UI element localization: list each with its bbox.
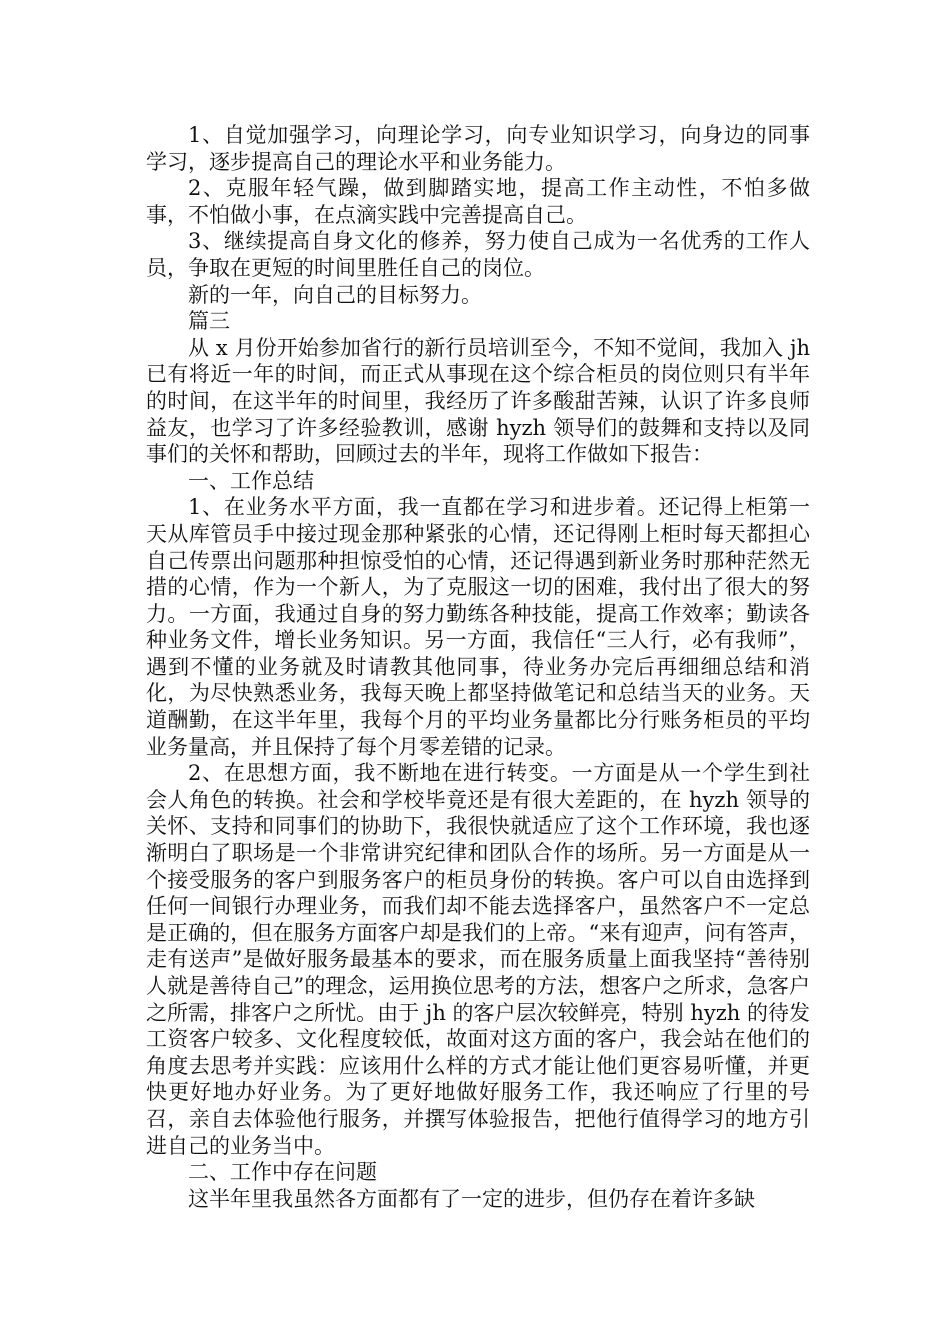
paragraph-intro: 从 x 月份开始参加省行的新行员培训至今，不知不觉间，我加入 jh 已有将近一年的时间，而正式从事现在这个综合柜员的岗位则只有半年的时间，在这半年的时间里，我经历了许多酸甜苦辣，认识了许多良师益友，也学习了许多经验教训，感谢 hyzh 领导们的鼓舞和支持以及同事们的关怀和帮助，回顾过去的半年，现将工作做如下报告：: [146, 335, 810, 467]
section-heading-work-summary: 一、工作总结: [188, 468, 314, 493]
paragraph-study-1: 1、自觉加强学习，向理论学习，向专业知识学习，向身边的同事学习，逐步提高自己的理论水平和业务能力。: [146, 123, 810, 174]
paragraph-new-year: 新的一年，向自己的目标努力。: [188, 282, 482, 307]
paragraph-mindset: 2、在思想方面，我不断地在进行转变。一方面是从一个学生到社会人角色的转换。社会和学校毕竟还是有很大差距的，在 hyzh 领导的关怀、支持和同事们的协助下，我很快就适应了这个工作环境，我也逐渐明白了职场是一个非常讲究纪律和团队合作的场所。另一方面是从一个接受服务的客户到服务客户的柜员身份的转换。客户可以自由选择到任何一间银行办理业务，而我们却不能去选择客户，虽然客户不一定总是正确的，但在服务方面客户却是我们的上帝。“来有迎声，问有答声，走有送声”是做好服务最基本的要求，而在服务质量上面我坚持“善待别人就是善待自己”的理念，运用换位思考的方法，想客户之所求，急客户之所需，排客户之所忧。由于 jh 的客户层次较鲜亮，特别 hyzh 的待发工资客户较多、文化程度较低，故面对这方面的客户，我会站在他们的角度去思考并实践：应该用什么样的方式才能让他们更容易听懂，并更快更好地办好业务。为了更好地做好服务工作，我还响应了行里的号召，亲自去体验他行服务，并撰写体验报告，把他行值得学习的地方引进自己的业务当中。: [146, 761, 810, 1158]
section-heading-part-three: 篇三: [188, 309, 230, 334]
section-heading-problems: 二、工作中存在问题: [188, 1160, 377, 1185]
paragraph-problems: 这半年里我虽然各方面都有了一定的进步，但仍存在着许多缺: [188, 1186, 755, 1211]
paragraph-study-2: 2、克服年轻气躁，做到脚踏实地，提高工作主动性，不怕多做事，不怕做小事，在点滴实践中完善提高自己。: [146, 176, 810, 227]
document-body: [146, 122, 810, 1212]
paragraph-study-3: 3、继续提高自身文化的修养，努力使自己成为一名优秀的工作人员，争取在更短的时间里胜任自己的岗位。: [146, 229, 810, 280]
paragraph-business-level: 1、在业务水平方面，我一直都在学习和进步着。还记得上柜第一天从库管员手中接过现金那种紧张的心情，还记得刚上柜时每天都担心自己传票出问题那种担惊受怕的心情，还记得遇到新业务时那种茫然无措的心情，作为一个新人，为了克服这一切的困难，我付出了很大的努力。一方面，我通过自身的努力勤练各种技能，提高工作效率；勤读各种业务文件，增长业务知识。另一方面，我信任“三人行，必有我师”，遇到不懂的业务就及时请教其他同事，待业务办完后再细细总结和消化，为尽快熟悉业务，我每天晚上都坚持做笔记和总结当天的业务。天道酬勤，在这半年里，我每个月的平均业务量都比分行账务柜员的平均业务量高，并且保持了每个月零差错的记录。: [146, 495, 810, 759]
